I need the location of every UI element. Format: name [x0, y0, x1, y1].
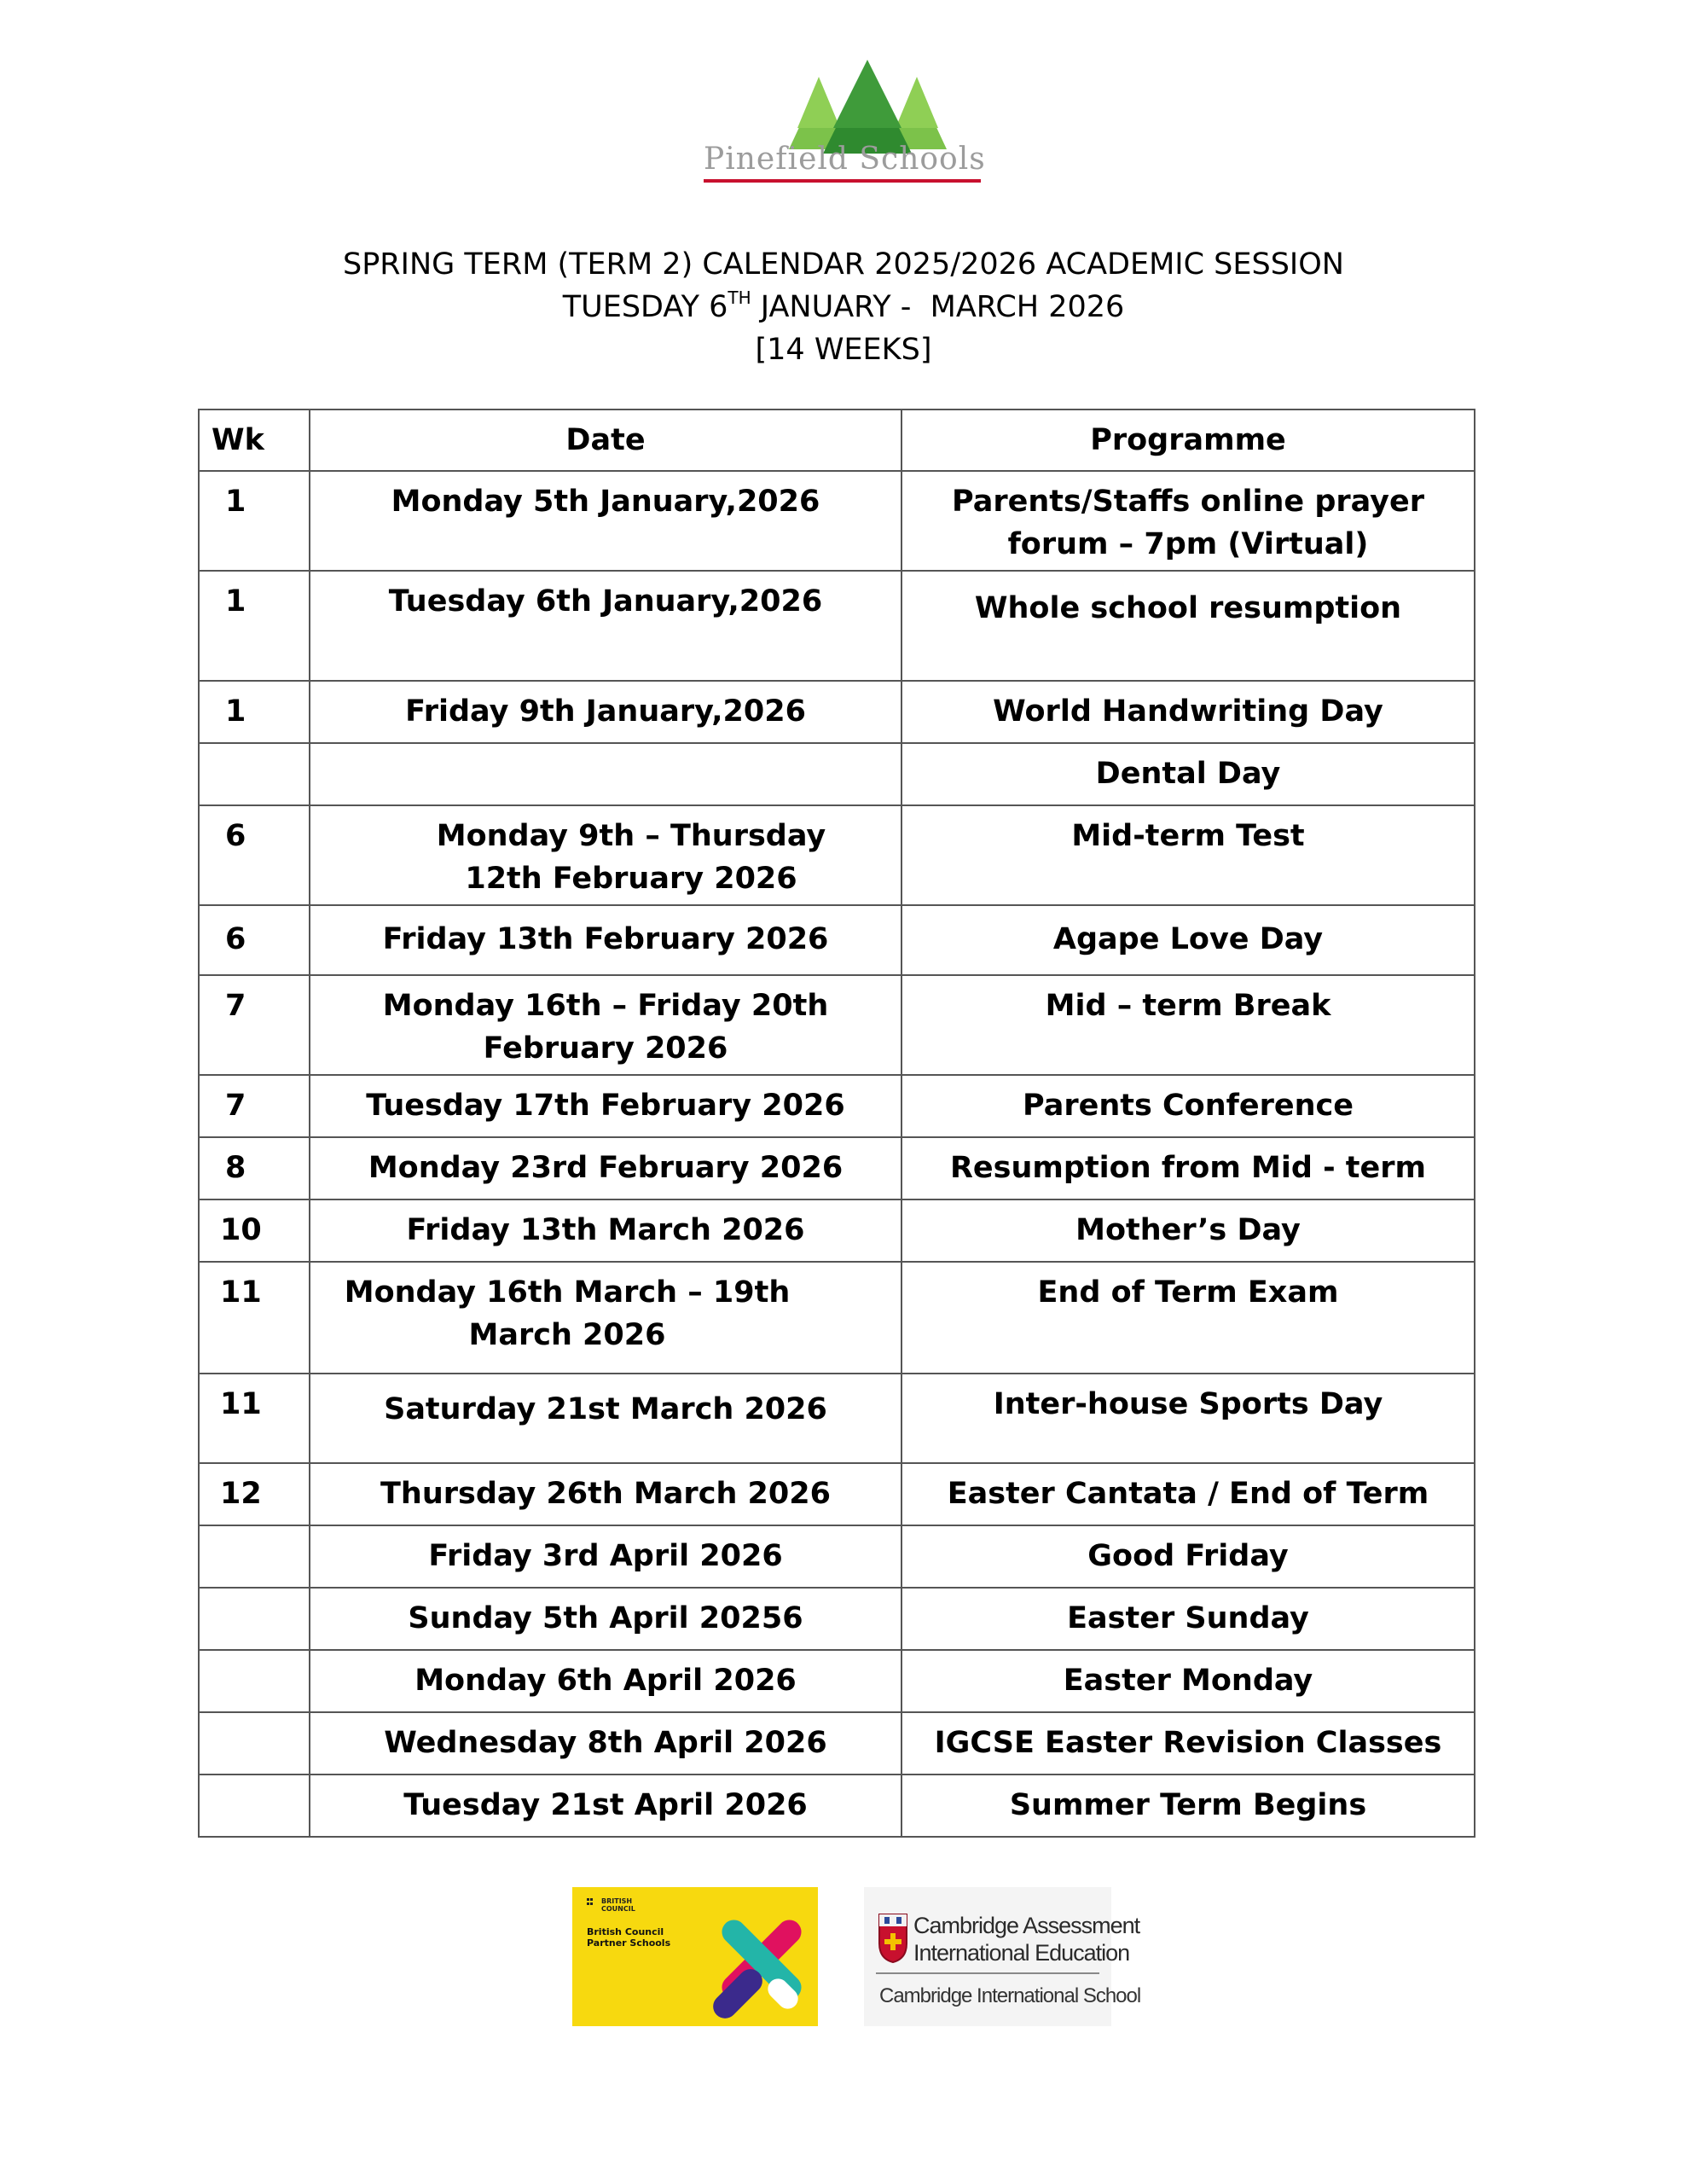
- heading-line-2-sup: TH: [728, 288, 751, 308]
- heading-line-2: [0, 286, 1687, 328]
- cell-programme: IGCSE Easter Revision Classes: [901, 1712, 1475, 1774]
- cell-wk: 7: [199, 1075, 310, 1137]
- cell-programme: Agape Love Day: [901, 905, 1475, 975]
- cell-date: Monday 16th March – 19th March 2026: [310, 1262, 901, 1374]
- table-header-row: [199, 410, 1475, 471]
- cell-programme: Parents/Staffs online prayer forum – 7pm (Virtual): [901, 471, 1475, 571]
- cell-date: Saturday 21st March 2026: [310, 1374, 901, 1463]
- cell-date: Tuesday 21st April 2026: [310, 1774, 901, 1837]
- heading-line-2-b: JANUARY - MARCH 2026: [751, 290, 1125, 324]
- table-row: [199, 1463, 1475, 1525]
- cell-date: Wednesday 8th April 2026: [310, 1712, 901, 1774]
- cambridge-divider: [876, 1972, 1099, 1974]
- cambridge-shield-icon: [878, 1913, 908, 1964]
- cell-wk: [199, 1712, 310, 1774]
- table-row: [199, 743, 1475, 805]
- cambridge-line-1: Cambridge Assessment: [913, 1913, 1140, 1938]
- partner-x-mark-icon: [709, 1917, 811, 2019]
- cell-date: Friday 3rd April 2026: [310, 1525, 901, 1588]
- table-row: [199, 805, 1475, 905]
- bc-partner-text: British Council Partner Schools: [587, 1926, 671, 1949]
- header-programme: Programme: [901, 410, 1475, 471]
- table-row: [199, 1712, 1475, 1774]
- cell-wk: 6: [199, 805, 310, 905]
- table-row: [199, 1262, 1475, 1374]
- cell-wk: 10: [199, 1199, 310, 1262]
- british-council-squares-icon: [587, 1898, 599, 1907]
- cell-programme: Whole school resumption: [901, 571, 1475, 681]
- cambridge-line-3: Cambridge International School: [879, 1984, 1141, 2007]
- cell-wk: [199, 1525, 310, 1588]
- heading-line-3: [14 WEEKS]: [755, 333, 932, 367]
- cambridge-logo: [864, 1887, 1141, 2026]
- cell-date: Tuesday 17th February 2026: [310, 1075, 901, 1137]
- cambridge-line-2: International Education: [913, 1940, 1130, 1966]
- cell-wk: 11: [199, 1262, 310, 1374]
- table-row: [199, 1199, 1475, 1262]
- cell-programme: End of Term Exam: [901, 1262, 1475, 1374]
- cell-date: Sunday 5th April 20256: [310, 1588, 901, 1650]
- cell-wk: 12: [199, 1463, 310, 1525]
- header-wk: Wk: [199, 410, 310, 471]
- table-row: [199, 975, 1475, 1075]
- table-row: [199, 905, 1475, 975]
- cell-wk: 1: [199, 571, 310, 681]
- table-row: [199, 1374, 1475, 1463]
- table-row: [199, 681, 1475, 743]
- cell-wk: 6: [199, 905, 310, 975]
- logo-underline: [704, 179, 981, 183]
- school-logo: [670, 60, 1019, 200]
- cell-programme: Inter-house Sports Day: [901, 1374, 1475, 1463]
- cell-programme: Good Friday: [901, 1525, 1475, 1588]
- british-council-logo: [572, 1887, 818, 2026]
- cell-wk: 7: [199, 975, 310, 1075]
- heading-line-2-a: TUESDAY 6: [562, 290, 728, 324]
- cell-wk: 1: [199, 471, 310, 571]
- calendar-table: [198, 409, 1475, 1838]
- cell-date: Monday 6th April 2026: [310, 1650, 901, 1712]
- header-date: Date: [310, 410, 901, 471]
- cell-wk: [199, 1588, 310, 1650]
- cell-programme: Easter Monday: [901, 1650, 1475, 1712]
- cell-wk: 1: [199, 681, 310, 743]
- cell-date: Thursday 26th March 2026: [310, 1463, 901, 1525]
- cell-programme: Parents Conference: [901, 1075, 1475, 1137]
- table-row: [199, 571, 1475, 681]
- table-row: [199, 1774, 1475, 1837]
- logo-text: Pinefield Schools: [704, 142, 986, 177]
- cell-wk: [199, 743, 310, 805]
- cell-date: Monday 23rd February 2026: [310, 1137, 901, 1199]
- cell-programme: Mid – term Break: [901, 975, 1475, 1075]
- cell-date: Monday 5th January,2026: [310, 471, 901, 571]
- table-row: [199, 1075, 1475, 1137]
- table-row: [199, 1588, 1475, 1650]
- table-row: [199, 471, 1475, 571]
- cell-programme: Easter Cantata / End of Term: [901, 1463, 1475, 1525]
- cell-date: [310, 743, 901, 805]
- cell-date: Friday 13th February 2026: [310, 905, 901, 975]
- cell-date: Monday 16th – Friday 20th February 2026: [310, 975, 901, 1075]
- cell-date: Friday 9th January,2026: [310, 681, 901, 743]
- table-row: [199, 1525, 1475, 1588]
- cell-wk: [199, 1650, 310, 1712]
- table-row: [199, 1137, 1475, 1199]
- cell-wk: 11: [199, 1374, 310, 1463]
- cell-programme: Resumption from Mid - term: [901, 1137, 1475, 1199]
- cell-programme: Summer Term Begins: [901, 1774, 1475, 1837]
- cell-date: Tuesday 6th January,2026: [310, 571, 901, 681]
- cell-programme: Dental Day: [901, 743, 1475, 805]
- calendar-heading: [0, 243, 1687, 371]
- heading-line-1: SPRING TERM (TERM 2) CALENDAR 2025/2026 ACADEMIC SESSION: [342, 247, 1344, 282]
- cell-date: Friday 13th March 2026: [310, 1199, 901, 1262]
- cell-wk: 8: [199, 1137, 310, 1199]
- cell-programme: Mid-term Test: [901, 805, 1475, 905]
- cell-wk: [199, 1774, 310, 1837]
- cell-programme: World Handwriting Day: [901, 681, 1475, 743]
- pine-trees-icon: [670, 60, 1019, 154]
- cell-programme: Mother’s Day: [901, 1199, 1475, 1262]
- cell-date: Monday 9th – Thursday 12th February 2026: [310, 805, 901, 905]
- bc-small-text: BRITISH COUNCIL: [601, 1897, 635, 1913]
- cell-programme: Easter Sunday: [901, 1588, 1475, 1650]
- table-row: [199, 1650, 1475, 1712]
